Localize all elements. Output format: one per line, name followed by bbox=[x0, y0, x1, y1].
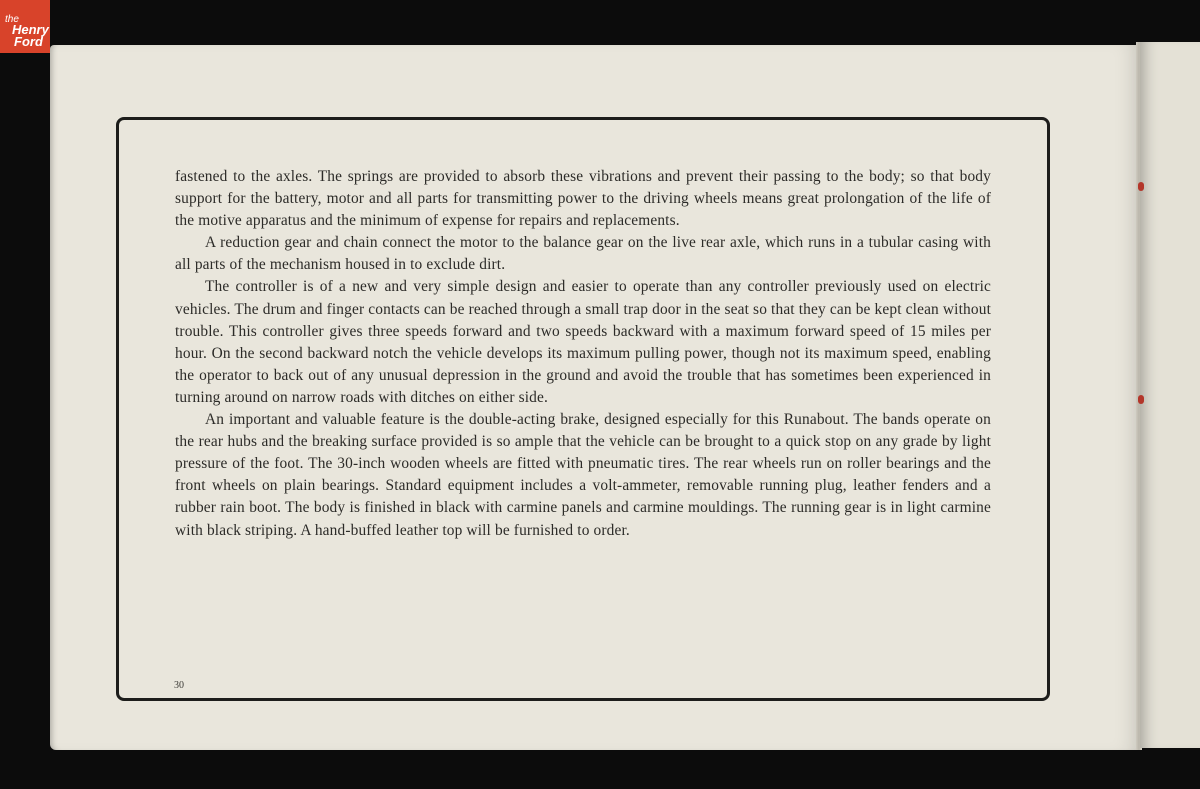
logo-line-1: the bbox=[5, 14, 19, 25]
the-henry-ford-logo bbox=[0, 0, 50, 53]
paragraph: An important and valuable feature is the double-acting brake, designed especially for this Runabout. The bands operate on the rear hubs and the breaking surface provided is so ample that the vehicle can be brought to a quick stop on any grade by light pressure of the foot. The 30-inch wooden wheels are fitted with pneumatic tires. The rear wheels run on roller bearings and the front wheels on plain bearings. Standard equipment includes a volt-ammeter, removable running plug, leather fenders and a rubber rain boot. The body is finished in black with carmine panels and carmine mouldings. The running gear is in light carmine with black striping. A hand-buffed leather top will be furnished to order. bbox=[175, 411, 991, 539]
paragraph: A reduction gear and chain connect the motor to the balance gear on the live rear axle, which runs in a tubular casing with all parts of the mechanism housed in to exclude dirt. bbox=[175, 234, 991, 274]
binding-thread-mark bbox=[1138, 395, 1144, 404]
right-book-page bbox=[1140, 42, 1200, 748]
page-number: 30 bbox=[174, 680, 184, 691]
binding-thread-mark bbox=[1138, 182, 1144, 191]
paragraph: fastened to the axles. The springs are provided to absorb these vibrations and prevent their passing to the body; so that body support for the battery, motor and all parts for transmitting power to the driving wheels means great prolongation of the life of the motive apparatus and the minimum of expense for repairs and replacements. bbox=[175, 168, 991, 230]
paragraph: The controller is of a new and very simple design and easier to operate than any controller previously used on electric vehicles. The drum and finger contacts can be reached through a small trap door in the seat so that they can be kept clean without trouble. This controller gives three speeds forward and two speeds backward with a maximum forward speed of 15 miles per hour. On the second backward notch the vehicle develops its maximum pulling power, though not its maximum speed, enabling the operator to back out of any unusual depression in the ground and avoid the trouble that has sometimes been experienced in turning around on narrow roads with ditches on either side. bbox=[175, 278, 991, 406]
logo-line-3: Ford bbox=[14, 34, 43, 49]
logo-line-2: Henry bbox=[12, 22, 49, 37]
page-body-text bbox=[175, 166, 991, 542]
